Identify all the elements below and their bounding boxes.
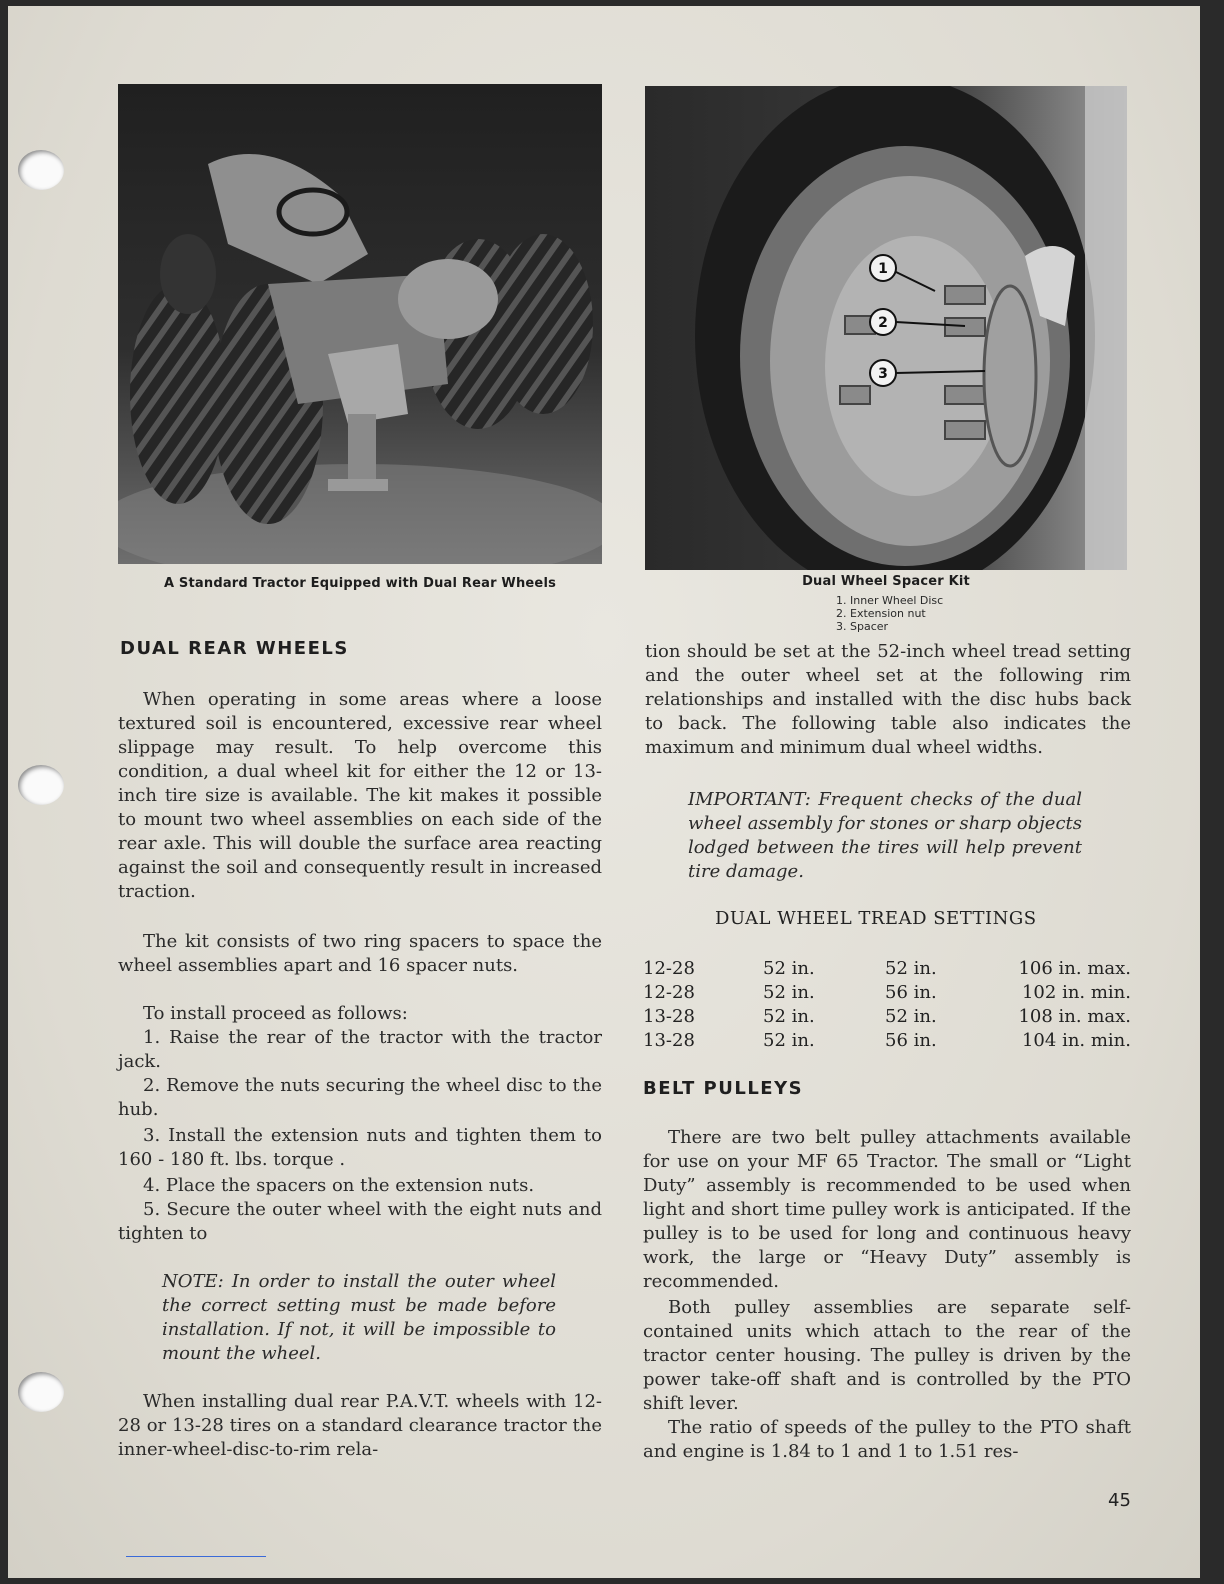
tread-settings-table [643,956,1131,1052]
width-cell: 106 in. max. [1018,957,1131,979]
outer-setting-cell: 56 in. [885,981,937,1003]
outer-setting-cell: 52 in. [885,1005,937,1027]
paragraph-intro: When operating in some areas where a loose textured soil is encountered, excessive rear wheel slippage may result. To help overcome this condition, a dual wheel kit for either the 12 or 13-inch tire size is available. The kit makes it possible to mount two wheel assemblies on each side of the rear axle. This will double the surface area reacting against the soil and consequently result in increased traction. [118,689,602,902]
install-step-3: 3. Install the extension nuts and tighten them to 160 - 180 ft. lbs. torque . [118,1125,602,1170]
binder-hole [18,150,64,190]
table-row [643,1028,1131,1052]
tractor-photo [118,84,602,564]
page-number: 45 [1108,1490,1131,1511]
binder-hole [18,1372,64,1412]
tire-size-cell: 13-28 [643,1029,695,1051]
figure-caption-left: A Standard Tractor Equipped with Dual Rear Wheels [163,576,557,591]
important-paragraph: IMPORTANT: Frequent checks of the dual wheel assembly for stones or sharp objects lodged between the tires will help prevent tire damage. [688,789,1082,882]
paragraph-kit-contents: The kit consists of two ring spacers to space the wheel assemblies apart and 16 spacer nuts. [118,931,602,976]
paragraph-pavt-wheels: When installing dual rear P.A.V.T. wheels with 12-28 or 13-28 tires on a standard clearance tractor the inner-wheel-disc-to-rim rela- [118,1391,602,1460]
figure-caption-right: Dual Wheel Spacer Kit [802,574,970,589]
caption-item: 3. Spacer [836,620,889,633]
table-row [643,980,1131,1004]
table-row [643,956,1131,980]
width-cell: 102 in. min. [1021,981,1131,1003]
footer-rule [126,1556,266,1557]
install-step-1: 1. Raise the rear of the tractor with the tractor jack. [118,1027,602,1072]
tire-size-cell: 12-28 [643,981,695,1003]
note-paragraph: NOTE: In order to install the outer wheel the correct setting must be made before installation. If not, it will be impossible to mount the wheel. [162,1271,556,1364]
install-step-4: 4. Place the spacers on the extension nuts. [143,1175,535,1196]
width-cell: 104 in. min. [1021,1029,1131,1051]
caption-item-list [836,594,943,633]
table-row [643,1004,1131,1028]
paragraph-pulley-assemblies: Both pulley assemblies are separate self-contained units which attach to the rear of the tractor center housing. The pulley is driven by the power take-off shaft and is controlled by the PTO shift lever. [643,1297,1131,1414]
paragraph-pulley-types: There are two belt pulley attachments available for use on your MF 65 Tractor. The small or “Light Duty” assembly is recommended to be used when light and short time pulley work is anticipated. If the pulley is to be used for long and continuous heavy work, the large or “Heavy Duty” assembly is recommended. [643,1127,1131,1292]
inner-setting-cell: 52 in. [763,1029,815,1051]
section-heading-belt-pulleys: BELT PULLEYS [643,1078,804,1099]
callout-3: 3 [878,366,888,382]
install-step-2: 2. Remove the nuts securing the wheel disc to the hub. [118,1075,602,1120]
spacer-kit-photo [645,86,1127,570]
caption-item: 2. Extension nut [836,607,926,620]
paragraph-pulley-ratio: The ratio of speeds of the pulley to the PTO shaft and engine is 1.84 to 1 and 1 to 1.51 res- [643,1417,1131,1462]
inner-setting-cell: 52 in. [763,957,815,979]
inner-setting-cell: 52 in. [763,1005,815,1027]
paragraph-pavt-continued: tion should be set at the 52-inch wheel tread setting and the outer wheel set at the following rim relationships and installed with the disc hubs back to back. The following table also indicates the maximum and minimum dual wheel widths. [645,641,1131,758]
binder-hole [18,765,64,805]
tire-size-cell: 12-28 [643,957,695,979]
install-step-5: 5. Secure the outer wheel with the eight nuts and tighten to [118,1199,602,1244]
outer-setting-cell: 56 in. [885,1029,937,1051]
tire-size-cell: 13-28 [643,1005,695,1027]
section-heading-dual-rear-wheels: DUAL REAR WHEELS [120,638,349,659]
width-cell: 108 in. max. [1018,1005,1131,1027]
caption-item: 1. Inner Wheel Disc [836,594,944,607]
callout-2: 2 [878,315,888,331]
table-title: DUAL WHEEL TREAD SETTINGS [715,908,1037,929]
inner-setting-cell: 52 in. [763,981,815,1003]
install-intro: To install proceed as follows: [143,1003,408,1024]
callout-1: 1 [878,261,888,277]
outer-setting-cell: 52 in. [885,957,937,979]
